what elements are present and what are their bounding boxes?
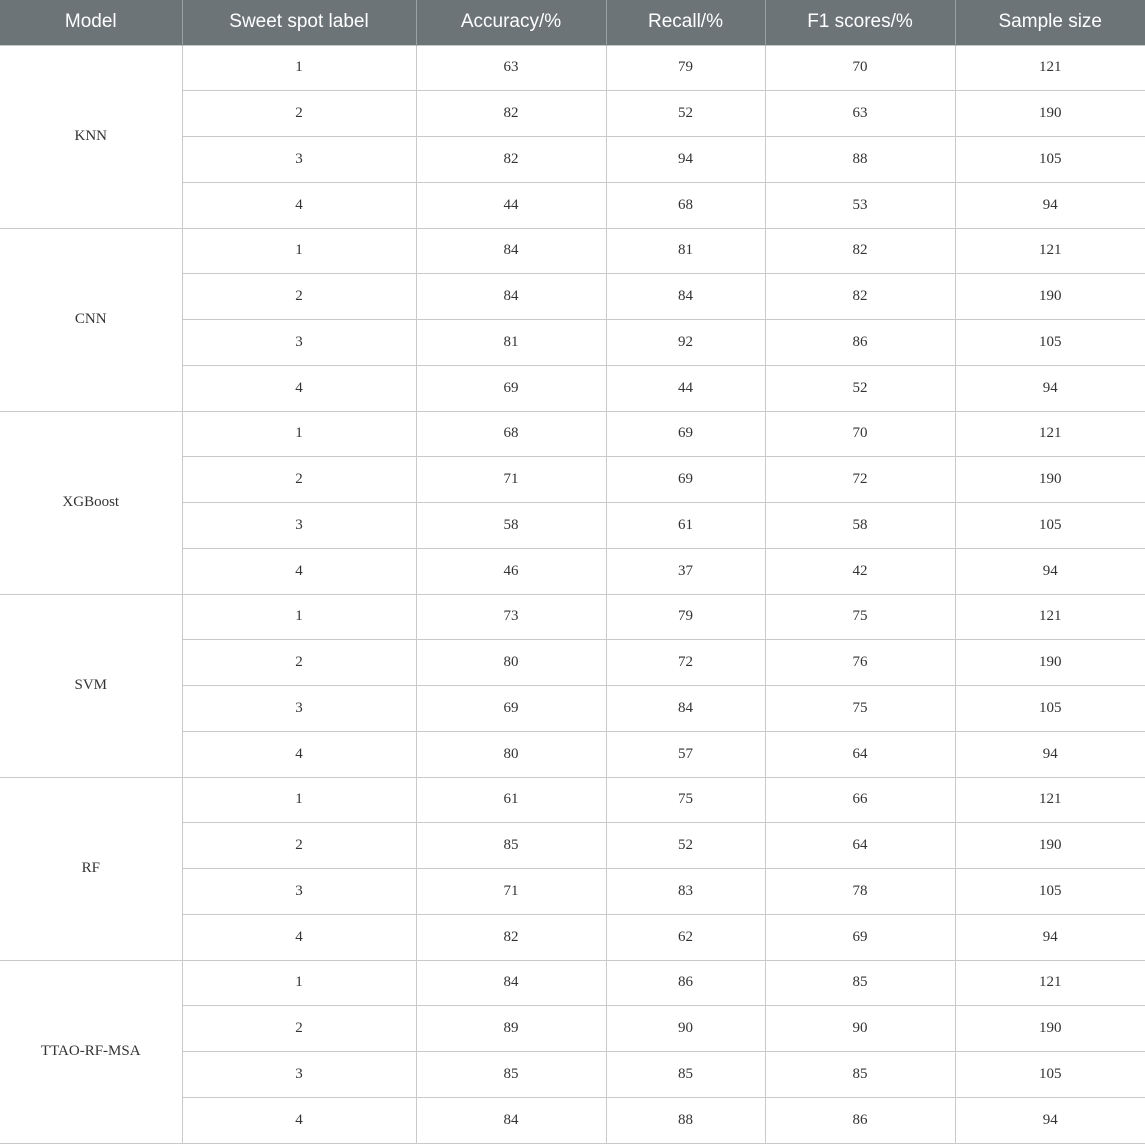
accuracy-cell: 89 — [416, 1006, 606, 1052]
accuracy-cell: 81 — [416, 320, 606, 366]
header-f1-scores: F1 scores/% — [765, 0, 955, 45]
f1-score-cell: 75 — [765, 686, 955, 732]
recall-cell: 86 — [606, 960, 765, 1006]
accuracy-cell: 85 — [416, 823, 606, 869]
recall-cell: 37 — [606, 548, 765, 594]
sweet-spot-label-cell: 3 — [182, 1052, 416, 1098]
header-row — [0, 0, 1145, 45]
sample-size-cell: 190 — [955, 1006, 1145, 1052]
sweet-spot-label-cell: 1 — [182, 777, 416, 823]
recall-cell: 85 — [606, 1052, 765, 1098]
f1-score-cell: 86 — [765, 320, 955, 366]
f1-score-cell: 42 — [765, 548, 955, 594]
sweet-spot-label-cell: 3 — [182, 686, 416, 732]
f1-score-cell: 53 — [765, 182, 955, 228]
accuracy-cell: 61 — [416, 777, 606, 823]
sweet-spot-label-cell: 3 — [182, 137, 416, 183]
f1-score-cell: 70 — [765, 45, 955, 91]
sample-size-cell: 94 — [955, 1097, 1145, 1143]
accuracy-cell: 82 — [416, 91, 606, 137]
recall-cell: 79 — [606, 594, 765, 640]
sweet-spot-label-cell: 2 — [182, 274, 416, 320]
f1-score-cell: 78 — [765, 869, 955, 915]
f1-score-cell: 88 — [765, 137, 955, 183]
accuracy-cell: 84 — [416, 960, 606, 1006]
table-header — [0, 0, 1145, 45]
recall-cell: 62 — [606, 914, 765, 960]
sweet-spot-label-cell: 1 — [182, 228, 416, 274]
accuracy-cell: 84 — [416, 1097, 606, 1143]
f1-score-cell: 66 — [765, 777, 955, 823]
accuracy-cell: 84 — [416, 274, 606, 320]
f1-score-cell: 70 — [765, 411, 955, 457]
recall-cell: 52 — [606, 823, 765, 869]
sweet-spot-label-cell: 4 — [182, 548, 416, 594]
recall-cell: 68 — [606, 182, 765, 228]
sample-size-cell: 121 — [955, 777, 1145, 823]
header-recall: Recall/% — [606, 0, 765, 45]
model-name-cell: CNN — [0, 228, 182, 411]
sweet-spot-label-cell: 2 — [182, 640, 416, 686]
f1-score-cell: 90 — [765, 1006, 955, 1052]
f1-score-cell: 63 — [765, 91, 955, 137]
recall-cell: 84 — [606, 274, 765, 320]
accuracy-cell: 71 — [416, 457, 606, 503]
sample-size-cell: 121 — [955, 228, 1145, 274]
sample-size-cell: 105 — [955, 869, 1145, 915]
sample-size-cell: 94 — [955, 365, 1145, 411]
recall-cell: 81 — [606, 228, 765, 274]
sweet-spot-label-cell: 4 — [182, 1097, 416, 1143]
accuracy-cell: 58 — [416, 503, 606, 549]
sample-size-cell: 190 — [955, 823, 1145, 869]
header-sample-size: Sample size — [955, 0, 1145, 45]
sample-size-cell: 105 — [955, 686, 1145, 732]
sweet-spot-label-cell: 4 — [182, 365, 416, 411]
sweet-spot-label-cell: 1 — [182, 411, 416, 457]
f1-score-cell: 52 — [765, 365, 955, 411]
accuracy-cell: 44 — [416, 182, 606, 228]
accuracy-cell: 80 — [416, 731, 606, 777]
header-sweet-spot-label: Sweet spot label — [182, 0, 416, 45]
table-row — [0, 411, 1145, 457]
table-row — [0, 228, 1145, 274]
recall-cell: 88 — [606, 1097, 765, 1143]
recall-cell: 57 — [606, 731, 765, 777]
recall-cell: 75 — [606, 777, 765, 823]
accuracy-cell: 69 — [416, 686, 606, 732]
f1-score-cell: 85 — [765, 960, 955, 1006]
accuracy-cell: 46 — [416, 548, 606, 594]
f1-score-cell: 82 — [765, 228, 955, 274]
sample-size-cell: 190 — [955, 457, 1145, 503]
sweet-spot-label-cell: 4 — [182, 731, 416, 777]
accuracy-cell: 82 — [416, 914, 606, 960]
sample-size-cell: 105 — [955, 1052, 1145, 1098]
model-name-cell: SVM — [0, 594, 182, 777]
sample-size-cell: 190 — [955, 640, 1145, 686]
sweet-spot-label-cell: 3 — [182, 503, 416, 549]
header-accuracy: Accuracy/% — [416, 0, 606, 45]
sample-size-cell: 94 — [955, 548, 1145, 594]
recall-cell: 83 — [606, 869, 765, 915]
model-name-cell: RF — [0, 777, 182, 960]
sweet-spot-label-cell: 1 — [182, 594, 416, 640]
sample-size-cell: 190 — [955, 274, 1145, 320]
sample-size-cell: 105 — [955, 503, 1145, 549]
recall-cell: 61 — [606, 503, 765, 549]
table-row — [0, 45, 1145, 91]
sample-size-cell: 94 — [955, 731, 1145, 777]
accuracy-cell: 71 — [416, 869, 606, 915]
sweet-spot-label-cell: 2 — [182, 823, 416, 869]
accuracy-cell: 84 — [416, 228, 606, 274]
model-name-cell: TTAO-RF-MSA — [0, 960, 182, 1143]
accuracy-cell: 63 — [416, 45, 606, 91]
table-row — [0, 594, 1145, 640]
sample-size-cell: 105 — [955, 137, 1145, 183]
recall-cell: 52 — [606, 91, 765, 137]
accuracy-cell: 69 — [416, 365, 606, 411]
model-name-cell: XGBoost — [0, 411, 182, 594]
model-name-cell: KNN — [0, 45, 182, 228]
accuracy-cell: 68 — [416, 411, 606, 457]
f1-score-cell: 64 — [765, 823, 955, 869]
sweet-spot-label-cell: 1 — [182, 960, 416, 1006]
f1-score-cell: 76 — [765, 640, 955, 686]
sample-size-cell: 121 — [955, 594, 1145, 640]
recall-cell: 69 — [606, 457, 765, 503]
accuracy-cell: 73 — [416, 594, 606, 640]
sample-size-cell: 94 — [955, 182, 1145, 228]
recall-cell: 79 — [606, 45, 765, 91]
sweet-spot-label-cell: 4 — [182, 914, 416, 960]
sweet-spot-label-cell: 1 — [182, 45, 416, 91]
f1-score-cell: 69 — [765, 914, 955, 960]
sample-size-cell: 94 — [955, 914, 1145, 960]
accuracy-cell: 80 — [416, 640, 606, 686]
recall-cell: 92 — [606, 320, 765, 366]
table-row — [0, 960, 1145, 1006]
sample-size-cell: 105 — [955, 320, 1145, 366]
recall-cell: 90 — [606, 1006, 765, 1052]
table-row — [0, 777, 1145, 823]
sweet-spot-label-cell: 4 — [182, 182, 416, 228]
recall-cell: 84 — [606, 686, 765, 732]
sample-size-cell: 121 — [955, 411, 1145, 457]
sweet-spot-label-cell: 3 — [182, 869, 416, 915]
recall-cell: 69 — [606, 411, 765, 457]
f1-score-cell: 58 — [765, 503, 955, 549]
accuracy-cell: 85 — [416, 1052, 606, 1098]
f1-score-cell: 75 — [765, 594, 955, 640]
accuracy-cell: 82 — [416, 137, 606, 183]
f1-score-cell: 64 — [765, 731, 955, 777]
sample-size-cell: 121 — [955, 45, 1145, 91]
f1-score-cell: 72 — [765, 457, 955, 503]
recall-cell: 44 — [606, 365, 765, 411]
header-model: Model — [0, 0, 182, 45]
sweet-spot-label-cell: 2 — [182, 1006, 416, 1052]
sweet-spot-label-cell: 2 — [182, 457, 416, 503]
sweet-spot-label-cell: 3 — [182, 320, 416, 366]
sample-size-cell: 121 — [955, 960, 1145, 1006]
sample-size-cell: 190 — [955, 91, 1145, 137]
recall-cell: 94 — [606, 137, 765, 183]
f1-score-cell: 86 — [765, 1097, 955, 1143]
recall-cell: 72 — [606, 640, 765, 686]
sweet-spot-label-cell: 2 — [182, 91, 416, 137]
f1-score-cell: 82 — [765, 274, 955, 320]
f1-score-cell: 85 — [765, 1052, 955, 1098]
table-body — [0, 45, 1145, 1143]
